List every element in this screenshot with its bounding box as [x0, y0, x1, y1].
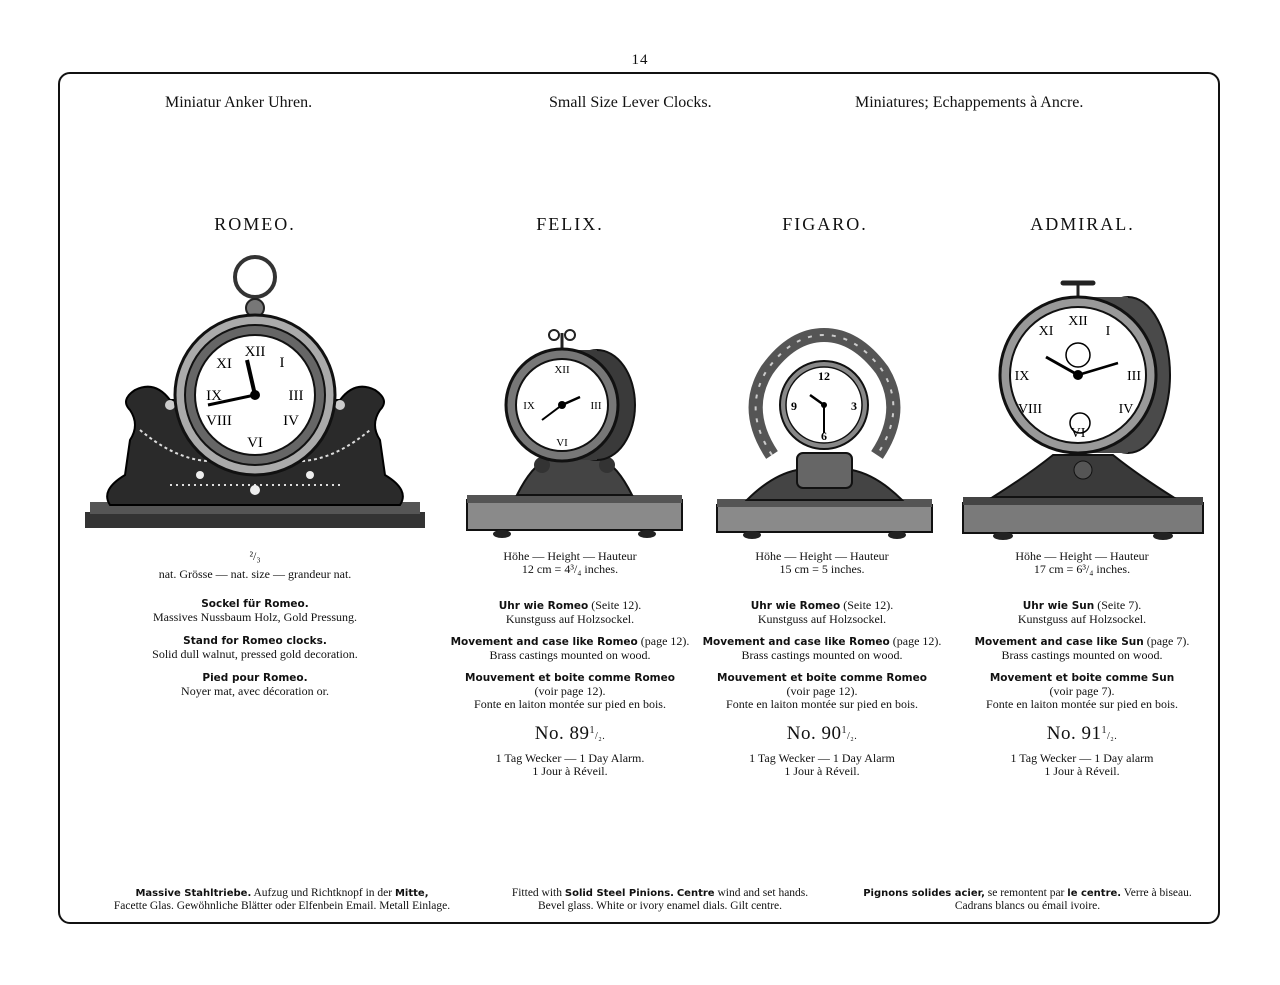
footer-french [840, 887, 1215, 913]
admiral-alarm-line1: 1 Tag Wecker — 1 Day alarm [1010, 751, 1154, 765]
product-name-romeo: ROMEO. [214, 214, 296, 234]
svg-text:XII: XII [1068, 314, 1088, 329]
felix-french-title: Mouvement et boite comme Romeo [465, 672, 675, 684]
admiral-english-title: Movement and case like Sun [974, 636, 1144, 648]
figaro-german-ref: (Seite 12). [840, 598, 894, 612]
admiral-french-ref: (voir page 7). [1049, 684, 1115, 698]
felix-clock-illustration [462, 325, 687, 540]
romeo-french-block [120, 672, 390, 698]
romeo-french-title: Pied pour Romeo. [202, 672, 308, 684]
footer-english-text1: Fitted with [511, 887, 565, 899]
romeo-french-text: Noyer mat, avec décoration or. [181, 684, 329, 698]
figaro-english-title: Movement and case like Romeo [702, 636, 890, 648]
figaro-alarm-line1: 1 Tag Wecker — 1 Day Alarm [749, 751, 895, 765]
admiral-german-ref: (Seite 7). [1094, 598, 1142, 612]
svg-text:VIII: VIII [206, 413, 232, 429]
svg-text:IV: IV [1118, 402, 1134, 417]
admiral-german-text: Kunstguss auf Holzsockel. [1017, 612, 1147, 626]
figaro-german-title: Uhr wie Romeo [750, 600, 841, 612]
svg-text:VIII: VIII [1017, 402, 1043, 417]
footer-german [72, 887, 492, 913]
footer-german-text1: Aufzug und Richtknopf in der [251, 887, 395, 899]
felix-number-sub: /₂. [594, 731, 606, 742]
figaro-english-block [692, 635, 952, 662]
svg-text:VI: VI [247, 435, 263, 451]
felix-german-text: Kunstguss auf Holzsockel. [505, 612, 635, 626]
svg-text:VI: VI [1070, 426, 1086, 441]
felix-number-sup: 1 [589, 725, 595, 736]
romeo-clock-illustration [80, 250, 430, 540]
svg-text:12: 12 [818, 369, 830, 383]
admiral-number-sup: 1 [1101, 725, 1107, 736]
svg-text:6: 6 [821, 429, 827, 443]
svg-text:XII: XII [554, 364, 570, 376]
footer-german-bold1: Massive Stahltriebe. [135, 888, 252, 899]
figaro-french-block [692, 672, 952, 711]
admiral-number-sub: /₂. [1106, 731, 1118, 742]
figaro-number-sub: /₂. [846, 731, 858, 742]
header-english: Small Size Lever Clocks. [549, 94, 712, 111]
figaro-french-ref: (voir page 12). [786, 684, 858, 698]
svg-text:IX: IX [206, 388, 222, 404]
svg-text:I: I [279, 355, 285, 371]
felix-german-block [440, 599, 700, 626]
figaro-alarm-line2: 1 Jour à Réveil. [784, 764, 860, 778]
footer-english-text3: wind and set hands. [714, 887, 809, 899]
figaro-height-value: 15 cm = 5 inches. [779, 562, 865, 576]
romeo-english-text: Solid dull walnut, pressed gold decoration. [152, 647, 358, 661]
svg-text:III: III [590, 400, 602, 412]
svg-text:IX: IX [523, 400, 535, 412]
footer-french-line2: Cadrans blancs ou émail ivoire. [954, 900, 1101, 912]
figaro-french-text: Fonte en laiton montée sur pied en bois. [726, 697, 918, 711]
admiral-english-ref: (page 7). [1143, 634, 1190, 648]
svg-text:III: III [288, 388, 304, 404]
svg-text:III: III [1127, 369, 1141, 384]
page-number: 14 [631, 52, 649, 68]
product-name-admiral: ADMIRAL. [1030, 214, 1135, 234]
figaro-clock-illustration [712, 325, 937, 540]
footer-french-text1: se remontent par [984, 887, 1068, 899]
footer-french-bold1: Pignons solides acier, [863, 888, 985, 899]
admiral-height-value: 17 cm = 6³/₄ inches. [1033, 562, 1131, 576]
romeo-size-fraction: ²/₃ [249, 549, 261, 563]
svg-text:3: 3 [851, 399, 857, 413]
felix-english-title: Movement and case like Romeo [450, 636, 638, 648]
romeo-german-text: Massives Nussbaum Holz, Gold Pressung. [153, 610, 357, 624]
footer-french-text2: Verre à biseau. [1121, 887, 1192, 899]
felix-number-main: No. 89 [534, 723, 590, 744]
admiral-english-text: Brass castings mounted on wood. [1001, 648, 1163, 662]
svg-text:XI: XI [1038, 324, 1054, 339]
admiral-german-title: Uhr wie Sun [1022, 600, 1095, 612]
romeo-german-title: Sockel für Romeo. [201, 598, 309, 610]
romeo-english-block [120, 635, 390, 661]
felix-german-title: Uhr wie Romeo [498, 600, 589, 612]
svg-text:XI: XI [216, 356, 232, 372]
footer-english [490, 887, 830, 913]
figaro-french-title: Mouvement et boite comme Romeo [717, 672, 927, 684]
felix-english-text: Brass castings mounted on wood. [489, 648, 651, 662]
figaro-english-ref: (page 12). [889, 634, 942, 648]
svg-text:XII: XII [244, 344, 266, 360]
figaro-english-text: Brass castings mounted on wood. [741, 648, 903, 662]
felix-english-ref: (page 12). [637, 634, 690, 648]
admiral-french-title: Movement et boite comme Sun [989, 672, 1175, 684]
figaro-german-text: Kunstguss auf Holzsockel. [757, 612, 887, 626]
footer-english-bold1: Solid Steel Pinions. [564, 888, 674, 899]
felix-catalog-number [480, 723, 660, 745]
svg-text:IV: IV [283, 413, 299, 429]
figaro-height-label: Höhe — Height — Hauteur [755, 549, 889, 563]
felix-french-text: Fonte en laiton montée sur pied en bois. [474, 697, 666, 711]
footer-english-bold2: Centre [676, 888, 715, 899]
felix-french-ref: (voir page 12). [534, 684, 606, 698]
admiral-french-text: Fonte en laiton montée sur pied en bois. [986, 697, 1178, 711]
product-name-felix: FELIX. [536, 214, 604, 234]
header-french: Miniatures; Echappements à Ancre. [855, 94, 1084, 111]
footer-german-line2: Facette Glas. Gewöhnliche Blätter oder Elfenbein Email. Metall Einlage. [113, 900, 451, 912]
felix-french-block [440, 672, 700, 711]
footer-german-bold2: Mitte, [394, 888, 429, 899]
felix-alarm-line1: 1 Tag Wecker — 1 Day Alarm. [495, 751, 645, 765]
felix-english-block [440, 635, 700, 662]
header-german: Miniatur Anker Uhren. [165, 94, 313, 111]
admiral-german-block [952, 599, 1212, 626]
admiral-french-block [952, 672, 1212, 711]
figaro-number-sup: 1 [841, 725, 847, 736]
felix-alarm-line2: 1 Jour à Réveil. [532, 764, 608, 778]
felix-height-value: 12 cm = 4³/₄ inches. [521, 562, 619, 576]
romeo-size-line: nat. Grösse — nat. size — grandeur nat. [158, 567, 352, 581]
svg-text:9: 9 [791, 399, 797, 413]
svg-text:I: I [1105, 324, 1111, 339]
svg-text:IX: IX [1014, 369, 1030, 384]
admiral-number-main: No. 91 [1046, 723, 1102, 744]
figaro-catalog-number [732, 723, 912, 745]
admiral-height-label: Höhe — Height — Hauteur [1015, 549, 1149, 563]
footer-french-bold2: le centre. [1067, 888, 1122, 899]
felix-german-ref: (Seite 12). [588, 598, 642, 612]
figaro-german-block [692, 599, 952, 626]
admiral-alarm-line2: 1 Jour à Réveil. [1044, 764, 1120, 778]
product-name-figaro: FIGARO. [782, 214, 868, 234]
figaro-number-main: No. 90 [786, 723, 842, 744]
footer-english-line2: Bevel glass. White or ivory enamel dials. Gilt centre. [537, 900, 783, 912]
admiral-clock-illustration [958, 275, 1208, 540]
admiral-english-block [952, 635, 1212, 662]
romeo-english-title: Stand for Romeo clocks. [183, 635, 327, 647]
romeo-german-block [120, 598, 390, 624]
felix-height-label: Höhe — Height — Hauteur [503, 549, 637, 563]
svg-text:VI: VI [556, 437, 568, 449]
admiral-catalog-number [992, 723, 1172, 745]
